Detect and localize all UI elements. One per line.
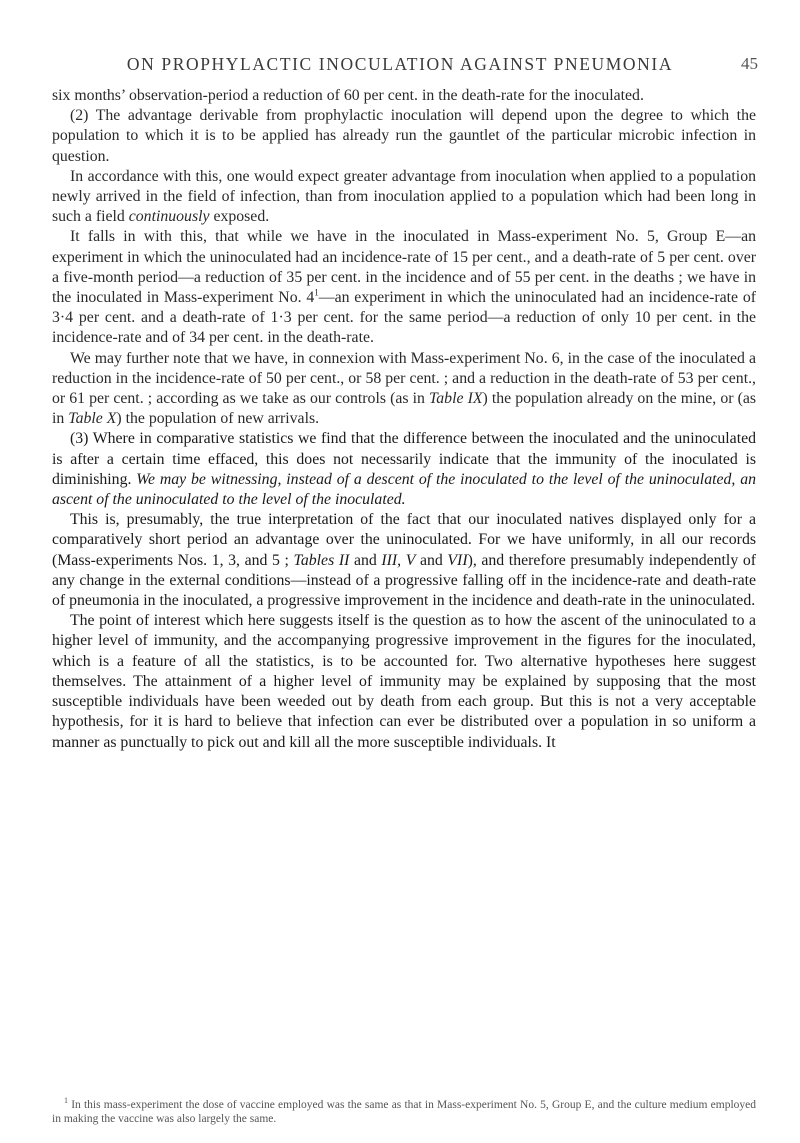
footnote-reference[interactable]: 1 bbox=[314, 287, 319, 298]
paragraph-text: exposed. bbox=[209, 208, 270, 226]
table-reference: III, V bbox=[381, 551, 416, 569]
paragraph bbox=[52, 86, 756, 106]
paragraph-text: This is, presumably, the true interpretation of the fact that our inoculated natives displayed only for a comparatively short period an advantage over the uninoculated. For we have uniformly, in all our records (Mass-experiments Nos. 1, 3, and 5 ; bbox=[52, 511, 756, 569]
paragraph bbox=[52, 227, 756, 348]
paragraph bbox=[52, 349, 756, 430]
paragraph-text: and bbox=[349, 551, 382, 569]
paragraph-text: and bbox=[415, 551, 448, 569]
paragraph-text: (3) Where in comparative statistics we find that the difference between the inoculated and the uninoculated is after a certain time effaced, this does not necessarily indicate that the immunity of the inoculated is diminishing. bbox=[52, 430, 756, 488]
footnotes bbox=[52, 1098, 756, 1126]
paragraph-text: We may further note that we have, in connexion with Mass-experiment No. 6, in the case of the inoculated a reduction in the incidence-rate of 50 per cent., or 58 per cent. ; and a reduction in the death-rate of 53 per cent., or 61 per cent. ; according as we take as our controls (as in bbox=[52, 349, 756, 408]
table-reference: Tables II bbox=[293, 551, 350, 569]
table-reference: VII bbox=[447, 551, 468, 569]
paragraph bbox=[52, 167, 756, 228]
paragraph-text: (2) The advantage derivable from prophylactic inoculation will depend upon the degree to which the population to which it is to be applied has already run the gauntlet of the particular microbic infection in question. bbox=[52, 107, 756, 165]
page-number: 45 bbox=[741, 54, 758, 73]
footnote-text: In this mass-experiment the dose of vaccine employed was the same as that in Mass-experiment No. 5, Group E, and the culture medium employed in making the vaccine was also largely the same. bbox=[52, 1099, 756, 1125]
table-reference: Table X bbox=[68, 410, 117, 428]
footnote bbox=[52, 1098, 756, 1126]
paragraph-text: ) the population of new arrivals. bbox=[116, 410, 320, 428]
paragraph bbox=[52, 106, 756, 167]
paragraph bbox=[52, 611, 756, 752]
body-text bbox=[52, 86, 756, 753]
paragraph bbox=[52, 510, 756, 611]
emphasis: We may be witnessing, instead of a descent of the inoculated to the level of the uninoculated, an ascent of the uninoculated to the level of the inoculated. bbox=[52, 470, 756, 509]
paragraph-text: six months’ observation-period a reduction of 60 per cent. in the death-rate for the inoculated. bbox=[52, 87, 644, 104]
paragraph-text: —an experiment in which the uninoculated had an incidence-rate of 3·4 per cent. and a death-rate of 1·3 per cent. for the same period—a reduction of only 10 per cent. in the incidence-rate and of 34 per cent. in the death-rate. bbox=[52, 289, 756, 347]
paragraph bbox=[52, 429, 756, 510]
paragraph-text: It falls in with this, that while we have in the inoculated in Mass-experiment No. 5, Group E—an experiment in which the uninoculated had an incidence-rate of 15 per cent., and a death-rate of 5 per cent. over a five-month period—a reduction of 35 per cent. in the incidence and of 55 per cent. in the deaths ; we have in the inoculated in Mass-experiment No. 4 bbox=[52, 228, 756, 307]
footnote-mark: 1 bbox=[64, 1096, 68, 1106]
table-reference: Table IX bbox=[428, 390, 483, 408]
paragraph-text: ), and therefore presumably independently of any change in the external conditions—instead of a progressive falling off in the incidence-rate and death-rate of pneumonia in the inoculated, a progressive improvement in the incidence and death-rate in the uninoculated. bbox=[52, 551, 756, 610]
paragraph-text: The point of interest which here suggests itself is the question as to how the ascent of the uninoculated to a higher level of immunity, and the accompanying progressive improvement in the figures for the inoculated, which is a feature of all the statistics, is to be accounted for. Two alternative hypotheses here suggest themselves. The attainment of a higher level of immunity may be explained by supposing that the most susceptible individuals have been weeded out by death from each group. But this is not a very acceptable hypothesis, for it is hard to believe that infection can ever be distributed over a population in so uniform a manner as punctually to pick out and kill all the more susceptible individuals. It bbox=[52, 612, 756, 751]
running-title: ON PROPHYLACTIC INOCULATION AGAINST PNEUMONIA bbox=[126, 54, 674, 74]
paragraph-text: ) the population already on the mine, or (as in bbox=[52, 390, 756, 428]
emphasis: continuously bbox=[128, 208, 210, 226]
paragraph-text: In accordance with this, one would expect greater advantage from inoculation when applied to a population newly arrived in the field of infection, than from inoculation applied to a population which had been long in such a field bbox=[52, 167, 756, 226]
